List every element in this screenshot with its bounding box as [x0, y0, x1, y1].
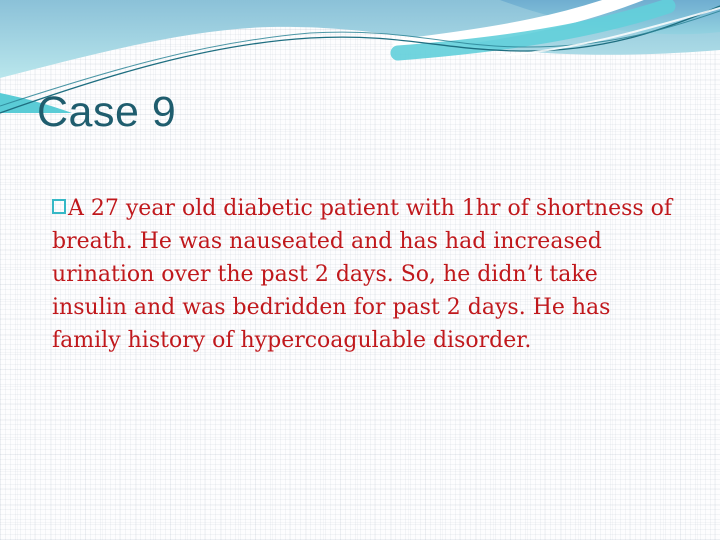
body-text-block: [0, 192, 712, 357]
slide-title: Case 9: [37, 88, 177, 136]
body-line-text: A 27 year old diabetic patient with 1hr of shortness of: [68, 196, 673, 221]
body-line-text: breath. He was nauseated and has had increased: [52, 229, 602, 254]
body-line: [52, 192, 712, 225]
body-line-text: family history of hypercoagulable disorder.: [52, 328, 532, 353]
body-line-text: urination over the past 2 days. So, he didn’t take: [52, 262, 598, 287]
hollow-square-bullet-icon: [52, 199, 66, 214]
body-line-text: insulin and was bedridden for past 2 days. He has: [52, 295, 611, 320]
